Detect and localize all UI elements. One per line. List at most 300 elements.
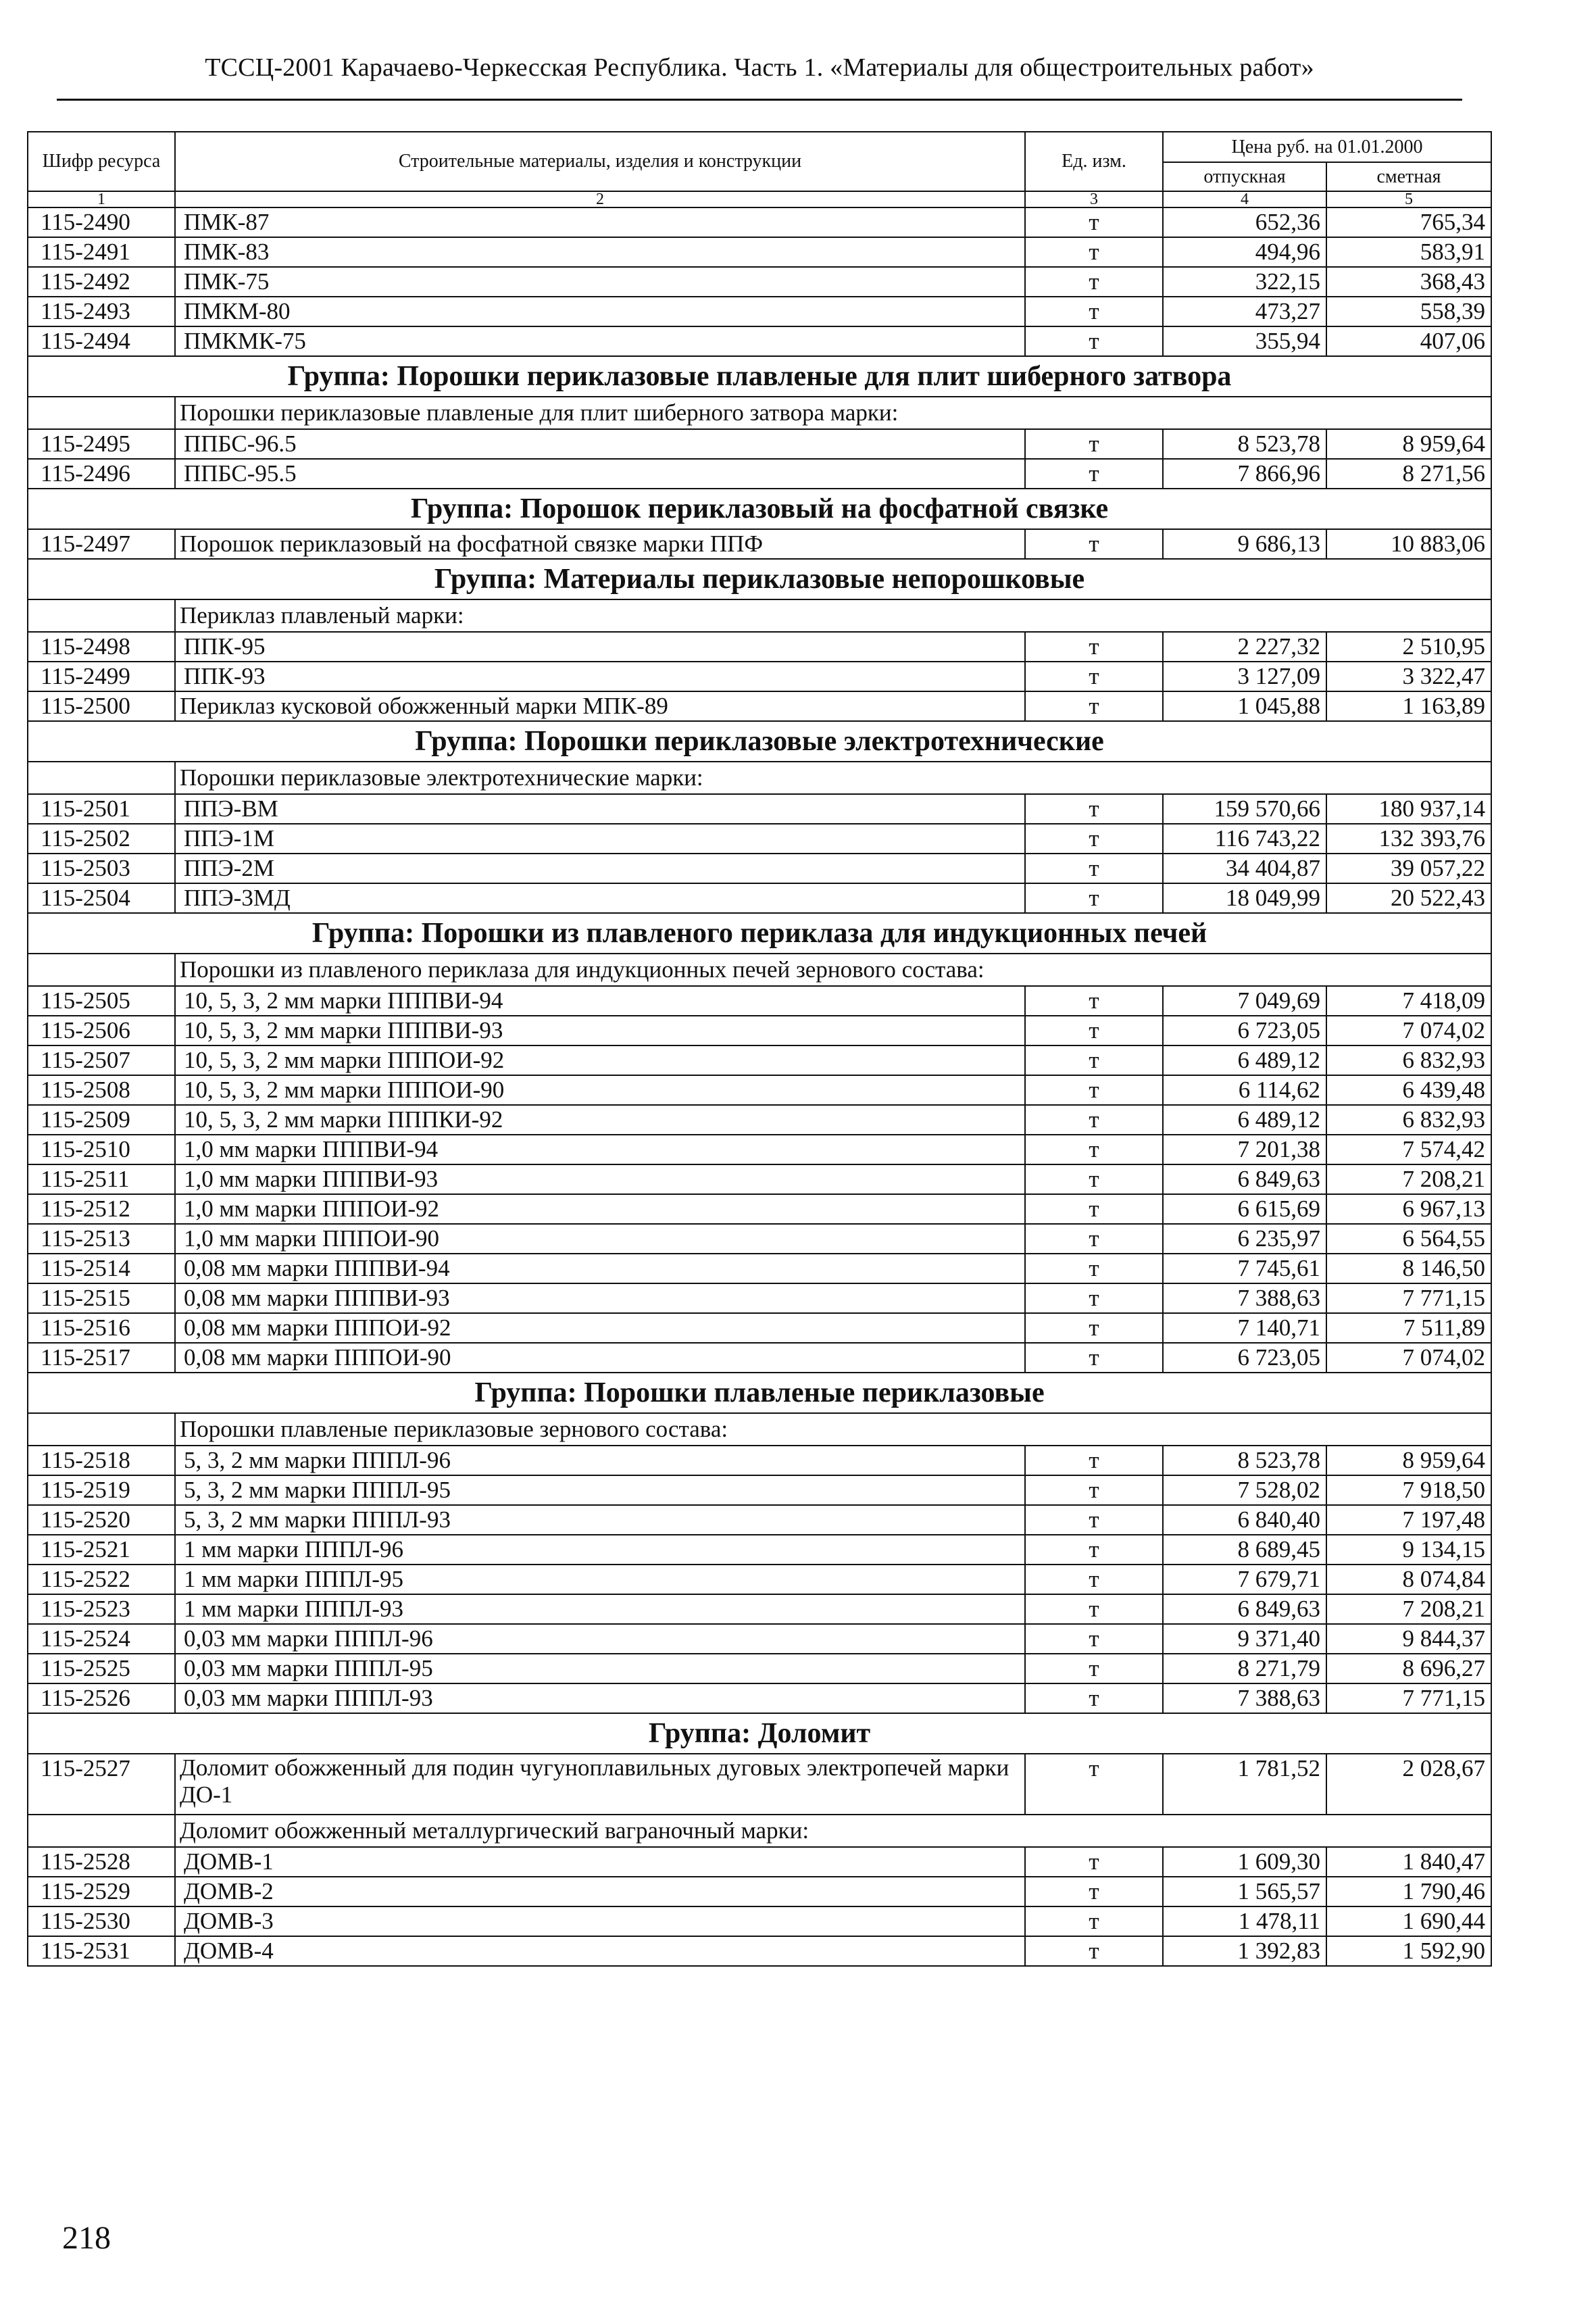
table-row (28, 1847, 1491, 1877)
estimate-price-cell: 8 074,84 (1326, 1565, 1491, 1594)
unit-cell: т (1025, 794, 1163, 824)
subheading-row (28, 397, 1491, 429)
table-row (28, 1565, 1491, 1594)
column-header-release: отпускная (1163, 162, 1326, 191)
unit-cell: т (1025, 691, 1163, 721)
estimate-price-cell: 8 959,64 (1326, 1446, 1491, 1475)
release-price-cell: 3 127,09 (1163, 662, 1326, 691)
resource-code-cell: 115-2499 (28, 662, 175, 691)
subheading-row (28, 762, 1491, 794)
table-row (28, 883, 1491, 913)
estimate-price-cell: 20 522,43 (1326, 883, 1491, 913)
material-name-cell: ПМК-83 (175, 237, 1025, 267)
release-price-cell: 6 489,12 (1163, 1045, 1326, 1075)
resource-code-cell: 115-2509 (28, 1105, 175, 1135)
subheading-text: Порошки из плавленого периклаза для индукционных печей зернового состава: (175, 954, 1491, 986)
estimate-price-cell: 9 134,15 (1326, 1535, 1491, 1565)
resource-code-cell: 115-2525 (28, 1654, 175, 1683)
release-price-cell: 7 745,61 (1163, 1254, 1326, 1283)
resource-code-cell: 115-2496 (28, 459, 175, 489)
estimate-price-cell: 8 271,56 (1326, 459, 1491, 489)
unit-cell: т (1025, 207, 1163, 237)
unit-cell: т (1025, 824, 1163, 854)
resource-code-cell: 115-2515 (28, 1283, 175, 1313)
table-row (28, 1754, 1491, 1815)
resource-code-cell: 115-2494 (28, 326, 175, 356)
unit-cell: т (1025, 1535, 1163, 1565)
release-price-cell: 1 565,57 (1163, 1877, 1326, 1906)
estimate-price-cell: 1 690,44 (1326, 1906, 1491, 1936)
estimate-price-cell: 39 057,22 (1326, 854, 1491, 883)
unit-cell: т (1025, 1105, 1163, 1135)
column-header-price-group: Цена руб. на 01.01.2000 (1163, 132, 1491, 162)
table-row (28, 1075, 1491, 1105)
group-heading-row (28, 489, 1491, 529)
estimate-price-cell: 368,43 (1326, 267, 1491, 297)
estimate-price-cell: 7 208,21 (1326, 1594, 1491, 1624)
release-price-cell: 494,96 (1163, 237, 1326, 267)
release-price-cell: 1 392,83 (1163, 1936, 1326, 1966)
release-price-cell: 6 114,62 (1163, 1075, 1326, 1105)
release-price-cell: 9 686,13 (1163, 529, 1326, 559)
material-name-cell: 10, 5, 3, 2 мм марки ПППКИ-92 (175, 1105, 1025, 1135)
resource-code-cell: 115-2517 (28, 1343, 175, 1373)
column-header-code: Шифр ресурса (28, 132, 175, 191)
material-name-cell: ППЭ-2М (175, 854, 1025, 883)
resource-code-cell: 115-2522 (28, 1565, 175, 1594)
release-price-cell: 159 570,66 (1163, 794, 1326, 824)
group-heading-row (28, 356, 1491, 397)
table-row (28, 854, 1491, 883)
group-heading-row (28, 721, 1491, 762)
material-name-cell: ДОМВ-2 (175, 1877, 1025, 1906)
table-row (28, 267, 1491, 297)
header-divider (57, 99, 1462, 101)
page-header-title: ТССЦ-2001 Карачаево-Черкесская Республика. Часть 1. «Материалы для общестроительных работ» (205, 53, 1314, 82)
estimate-price-cell: 765,34 (1326, 207, 1491, 237)
estimate-price-cell: 2 028,67 (1326, 1754, 1491, 1815)
material-name-cell: 0,08 мм марки ПППОИ-90 (175, 1343, 1025, 1373)
estimate-price-cell: 7 511,89 (1326, 1313, 1491, 1343)
resource-code-cell: 115-2519 (28, 1475, 175, 1505)
subheading-text: Доломит обожженный металлургический ваграночный марки: (175, 1815, 1491, 1847)
unit-cell: т (1025, 1164, 1163, 1194)
resource-code-cell: 115-2511 (28, 1164, 175, 1194)
table-row (28, 1164, 1491, 1194)
unit-cell: т (1025, 1847, 1163, 1877)
unit-cell: т (1025, 1624, 1163, 1654)
group-heading-row (28, 1373, 1491, 1413)
price-table (27, 131, 1492, 1967)
resource-code-cell: 115-2491 (28, 237, 175, 267)
table-row (28, 1594, 1491, 1624)
estimate-price-cell: 10 883,06 (1326, 529, 1491, 559)
estimate-price-cell: 407,06 (1326, 326, 1491, 356)
material-name-cell: 1,0 мм марки ПППОИ-92 (175, 1194, 1025, 1224)
estimate-price-cell: 7 208,21 (1326, 1164, 1491, 1194)
unit-cell: т (1025, 529, 1163, 559)
material-name-cell: ППЭ-1М (175, 824, 1025, 854)
table-body (28, 207, 1491, 1966)
resource-code-cell: 115-2518 (28, 1446, 175, 1475)
release-price-cell: 18 049,99 (1163, 883, 1326, 913)
unit-cell: т (1025, 1194, 1163, 1224)
resource-code-cell: 115-2512 (28, 1194, 175, 1224)
subheading-row (28, 599, 1491, 632)
table-row (28, 326, 1491, 356)
material-name-cell: 1 мм марки ПППЛ-96 (175, 1535, 1025, 1565)
material-name-cell: 0,03 мм марки ПППЛ-95 (175, 1654, 1025, 1683)
unit-cell: т (1025, 1505, 1163, 1535)
release-price-cell: 8 271,79 (1163, 1654, 1326, 1683)
resource-code-cell: 115-2498 (28, 632, 175, 662)
table-row (28, 207, 1491, 237)
unit-cell: т (1025, 854, 1163, 883)
material-name-cell: 0,08 мм марки ПППВИ-93 (175, 1283, 1025, 1313)
material-name-cell: 10, 5, 3, 2 мм марки ПППОИ-90 (175, 1075, 1025, 1105)
table-row (28, 1505, 1491, 1535)
resource-code-cell: 115-2504 (28, 883, 175, 913)
resource-code-cell: 115-2500 (28, 691, 175, 721)
material-name-cell: ПМКМК-75 (175, 326, 1025, 356)
table-row (28, 1016, 1491, 1045)
table-row (28, 1535, 1491, 1565)
material-name-cell: 1,0 мм марки ПППОИ-90 (175, 1224, 1025, 1254)
subheading-row (28, 1815, 1491, 1847)
resource-code-cell: 115-2502 (28, 824, 175, 854)
estimate-price-cell: 7 771,15 (1326, 1283, 1491, 1313)
material-name-cell: 1,0 мм марки ПППВИ-93 (175, 1164, 1025, 1194)
material-name-cell: 0,03 мм марки ПППЛ-93 (175, 1683, 1025, 1713)
resource-code-cell: 115-2527 (28, 1754, 175, 1815)
unit-cell: т (1025, 1313, 1163, 1343)
release-price-cell: 6 489,12 (1163, 1105, 1326, 1135)
resource-code-cell: 115-2514 (28, 1254, 175, 1283)
material-name-cell: Порошок периклазовый на фосфатной связке марки ППФ (175, 529, 1025, 559)
unit-cell: т (1025, 267, 1163, 297)
material-name-cell: ППБС-96.5 (175, 429, 1025, 459)
table-row (28, 297, 1491, 326)
unit-cell: т (1025, 986, 1163, 1016)
estimate-price-cell: 7 574,42 (1326, 1135, 1491, 1164)
material-name-cell: 10, 5, 3, 2 мм марки ПППВИ-93 (175, 1016, 1025, 1045)
column-header-estimate: сметная (1326, 162, 1491, 191)
release-price-cell: 8 523,78 (1163, 1446, 1326, 1475)
unit-cell: т (1025, 1446, 1163, 1475)
estimate-price-cell: 3 322,47 (1326, 662, 1491, 691)
column-number-name: 2 (175, 191, 1025, 207)
resource-code-cell: 115-2531 (28, 1936, 175, 1966)
resource-code-cell: 115-2528 (28, 1847, 175, 1877)
table-row (28, 529, 1491, 559)
release-price-cell: 1 045,88 (1163, 691, 1326, 721)
resource-code-cell: 115-2520 (28, 1505, 175, 1535)
unit-cell: т (1025, 1906, 1163, 1936)
release-price-cell: 7 679,71 (1163, 1565, 1326, 1594)
estimate-price-cell: 1 840,47 (1326, 1847, 1491, 1877)
table-row (28, 1254, 1491, 1283)
release-price-cell: 6 840,40 (1163, 1505, 1326, 1535)
release-price-cell: 473,27 (1163, 297, 1326, 326)
estimate-price-cell: 180 937,14 (1326, 794, 1491, 824)
resource-code-cell: 115-2495 (28, 429, 175, 459)
release-price-cell: 8 523,78 (1163, 429, 1326, 459)
table-row (28, 1343, 1491, 1373)
resource-code-cell: 115-2505 (28, 986, 175, 1016)
subheading-text: Периклаз плавленый марки: (175, 599, 1491, 632)
table-row (28, 662, 1491, 691)
unit-cell: т (1025, 883, 1163, 913)
release-price-cell: 1 609,30 (1163, 1847, 1326, 1877)
material-name-cell: Периклаз кусковой обожженный марки МПК-89 (175, 691, 1025, 721)
resource-code-cell: 115-2506 (28, 1016, 175, 1045)
unit-cell: т (1025, 1343, 1163, 1373)
group-heading: Группа: Порошки периклазовые плавленые для плит шиберного затвора (28, 356, 1491, 397)
page-number: 218 (62, 2220, 111, 2256)
resource-code-cell: 115-2503 (28, 854, 175, 883)
estimate-price-cell: 1 163,89 (1326, 691, 1491, 721)
table-row (28, 1624, 1491, 1654)
unit-cell: т (1025, 429, 1163, 459)
estimate-price-cell: 6 564,55 (1326, 1224, 1491, 1254)
unit-cell: т (1025, 1135, 1163, 1164)
subheading-spacer (28, 1413, 175, 1446)
column-number-code: 1 (28, 191, 175, 207)
unit-cell: т (1025, 1254, 1163, 1283)
estimate-price-cell: 6 832,93 (1326, 1105, 1491, 1135)
estimate-price-cell: 8 959,64 (1326, 429, 1491, 459)
table-row (28, 632, 1491, 662)
material-name-cell: Доломит обожженный для подин чугуноплавильных дуговых электропечей марки ДО-1 (175, 1754, 1025, 1815)
material-name-cell: 1,0 мм марки ПППВИ-94 (175, 1135, 1025, 1164)
resource-code-cell: 115-2492 (28, 267, 175, 297)
table-row (28, 459, 1491, 489)
unit-cell: т (1025, 1565, 1163, 1594)
estimate-price-cell: 7 197,48 (1326, 1505, 1491, 1535)
release-price-cell: 1 478,11 (1163, 1906, 1326, 1936)
unit-cell: т (1025, 1654, 1163, 1683)
material-name-cell: ПМК-87 (175, 207, 1025, 237)
subheading-spacer (28, 762, 175, 794)
estimate-price-cell: 583,91 (1326, 237, 1491, 267)
table-row (28, 1313, 1491, 1343)
unit-cell: т (1025, 459, 1163, 489)
unit-cell: т (1025, 1283, 1163, 1313)
group-heading: Группа: Материалы периклазовые непорошковые (28, 559, 1491, 599)
resource-code-cell: 115-2523 (28, 1594, 175, 1624)
group-heading: Группа: Порошок периклазовый на фосфатной связке (28, 489, 1491, 529)
estimate-price-cell: 7 418,09 (1326, 986, 1491, 1016)
unit-cell: т (1025, 1594, 1163, 1624)
unit-cell: т (1025, 1936, 1163, 1966)
material-name-cell: 1 мм марки ПППЛ-93 (175, 1594, 1025, 1624)
unit-cell: т (1025, 297, 1163, 326)
material-name-cell: 10, 5, 3, 2 мм марки ПППОИ-92 (175, 1045, 1025, 1075)
estimate-price-cell: 2 510,95 (1326, 632, 1491, 662)
material-name-cell: 5, 3, 2 мм марки ПППЛ-93 (175, 1505, 1025, 1535)
estimate-price-cell: 6 967,13 (1326, 1194, 1491, 1224)
subheading-row (28, 954, 1491, 986)
release-price-cell: 7 388,63 (1163, 1683, 1326, 1713)
release-price-cell: 6 723,05 (1163, 1016, 1326, 1045)
resource-code-cell: 115-2529 (28, 1877, 175, 1906)
resource-code-cell: 115-2510 (28, 1135, 175, 1164)
release-price-cell: 116 743,22 (1163, 824, 1326, 854)
subheading-row (28, 1413, 1491, 1446)
release-price-cell: 652,36 (1163, 207, 1326, 237)
group-heading-row (28, 913, 1491, 954)
resource-code-cell: 115-2521 (28, 1535, 175, 1565)
resource-code-cell: 115-2493 (28, 297, 175, 326)
table-row (28, 1283, 1491, 1313)
unit-cell: т (1025, 1475, 1163, 1505)
subheading-spacer (28, 1815, 175, 1847)
estimate-price-cell: 558,39 (1326, 297, 1491, 326)
release-price-cell: 6 723,05 (1163, 1343, 1326, 1373)
material-name-cell: 0,03 мм марки ПППЛ-96 (175, 1624, 1025, 1654)
resource-code-cell: 115-2490 (28, 207, 175, 237)
estimate-price-cell: 7 771,15 (1326, 1683, 1491, 1713)
estimate-price-cell: 6 832,93 (1326, 1045, 1491, 1075)
table-row (28, 1877, 1491, 1906)
material-name-cell: 5, 3, 2 мм марки ПППЛ-96 (175, 1446, 1025, 1475)
resource-code-cell: 115-2501 (28, 794, 175, 824)
unit-cell: т (1025, 662, 1163, 691)
unit-cell: т (1025, 1016, 1163, 1045)
table-row (28, 794, 1491, 824)
material-name-cell: ППК-93 (175, 662, 1025, 691)
resource-code-cell: 115-2507 (28, 1045, 175, 1075)
unit-cell: т (1025, 1075, 1163, 1105)
table-row (28, 1475, 1491, 1505)
material-name-cell: 5, 3, 2 мм марки ПППЛ-95 (175, 1475, 1025, 1505)
unit-cell: т (1025, 1877, 1163, 1906)
material-name-cell: 1 мм марки ПППЛ-95 (175, 1565, 1025, 1594)
unit-cell: т (1025, 1224, 1163, 1254)
unit-cell: т (1025, 1754, 1163, 1815)
material-name-cell: 0,08 мм марки ПППВИ-94 (175, 1254, 1025, 1283)
material-name-cell: ПМК-75 (175, 267, 1025, 297)
resource-code-cell: 115-2526 (28, 1683, 175, 1713)
subheading-spacer (28, 954, 175, 986)
unit-cell: т (1025, 237, 1163, 267)
table-row (28, 986, 1491, 1016)
group-heading: Группа: Порошки плавленые периклазовые (28, 1373, 1491, 1413)
material-name-cell: ДОМВ-3 (175, 1906, 1025, 1936)
table-row (28, 1045, 1491, 1075)
estimate-price-cell: 6 439,48 (1326, 1075, 1491, 1105)
column-header-name: Строительные материалы, изделия и конструкции (175, 132, 1025, 191)
estimate-price-cell: 7 074,02 (1326, 1343, 1491, 1373)
subheading-text: Порошки периклазовые плавленые для плит шиберного затвора марки: (175, 397, 1491, 429)
table-row (28, 429, 1491, 459)
column-number-release: 4 (1163, 191, 1326, 207)
subheading-text: Порошки плавленые периклазовые зернового состава: (175, 1413, 1491, 1446)
material-name-cell: ДОМВ-4 (175, 1936, 1025, 1966)
release-price-cell: 7 049,69 (1163, 986, 1326, 1016)
table-row (28, 1683, 1491, 1713)
estimate-price-cell: 8 146,50 (1326, 1254, 1491, 1283)
release-price-cell: 9 371,40 (1163, 1624, 1326, 1654)
table-row (28, 1654, 1491, 1683)
table-row (28, 1906, 1491, 1936)
unit-cell: т (1025, 1045, 1163, 1075)
release-price-cell: 7 201,38 (1163, 1135, 1326, 1164)
release-price-cell: 7 388,63 (1163, 1283, 1326, 1313)
release-price-cell: 8 689,45 (1163, 1535, 1326, 1565)
release-price-cell: 7 866,96 (1163, 459, 1326, 489)
estimate-price-cell: 132 393,76 (1326, 824, 1491, 854)
resource-code-cell: 115-2530 (28, 1906, 175, 1936)
table-row (28, 691, 1491, 721)
estimate-price-cell: 1 790,46 (1326, 1877, 1491, 1906)
table-row (28, 1936, 1491, 1966)
release-price-cell: 6 235,97 (1163, 1224, 1326, 1254)
table-row (28, 1446, 1491, 1475)
material-name-cell: ППК-95 (175, 632, 1025, 662)
price-table-container (27, 131, 1491, 1967)
release-price-cell: 1 781,52 (1163, 1754, 1326, 1815)
material-name-cell: ПМКМ-80 (175, 297, 1025, 326)
table-row (28, 1105, 1491, 1135)
release-price-cell: 2 227,32 (1163, 632, 1326, 662)
material-name-cell: ДОМВ-1 (175, 1847, 1025, 1877)
estimate-price-cell: 9 844,37 (1326, 1624, 1491, 1654)
release-price-cell: 6 615,69 (1163, 1194, 1326, 1224)
unit-cell: т (1025, 326, 1163, 356)
group-heading-row (28, 559, 1491, 599)
estimate-price-cell: 8 696,27 (1326, 1654, 1491, 1683)
resource-code-cell: 115-2516 (28, 1313, 175, 1343)
material-name-cell: 0,08 мм марки ПППОИ-92 (175, 1313, 1025, 1343)
release-price-cell: 6 849,63 (1163, 1164, 1326, 1194)
group-heading: Группа: Порошки периклазовые электротехнические (28, 721, 1491, 762)
release-price-cell: 355,94 (1163, 326, 1326, 356)
resource-code-cell: 115-2513 (28, 1224, 175, 1254)
table-row (28, 237, 1491, 267)
column-header-unit: Ед. изм. (1025, 132, 1163, 191)
estimate-price-cell: 7 918,50 (1326, 1475, 1491, 1505)
column-number-unit: 3 (1025, 191, 1163, 207)
table-row (28, 1224, 1491, 1254)
release-price-cell: 322,15 (1163, 267, 1326, 297)
material-name-cell: 10, 5, 3, 2 мм марки ПППВИ-94 (175, 986, 1025, 1016)
material-name-cell: ППБС-95.5 (175, 459, 1025, 489)
material-name-cell: ППЭ-ВМ (175, 794, 1025, 824)
group-heading: Группа: Порошки из плавленого периклаза для индукционных печей (28, 913, 1491, 954)
table-row (28, 1135, 1491, 1164)
table-row (28, 824, 1491, 854)
subheading-text: Порошки периклазовые электротехнические марки: (175, 762, 1491, 794)
column-number-estimate: 5 (1326, 191, 1491, 207)
material-name-cell: ППЭ-3МД (175, 883, 1025, 913)
group-heading: Группа: Доломит (28, 1713, 1491, 1754)
release-price-cell: 6 849,63 (1163, 1594, 1326, 1624)
unit-cell: т (1025, 632, 1163, 662)
subheading-spacer (28, 397, 175, 429)
resource-code-cell: 115-2508 (28, 1075, 175, 1105)
release-price-cell: 34 404,87 (1163, 854, 1326, 883)
table-row (28, 1194, 1491, 1224)
unit-cell: т (1025, 1683, 1163, 1713)
release-price-cell: 7 140,71 (1163, 1313, 1326, 1343)
subheading-spacer (28, 599, 175, 632)
release-price-cell: 7 528,02 (1163, 1475, 1326, 1505)
resource-code-cell: 115-2497 (28, 529, 175, 559)
estimate-price-cell: 7 074,02 (1326, 1016, 1491, 1045)
group-heading-row (28, 1713, 1491, 1754)
resource-code-cell: 115-2524 (28, 1624, 175, 1654)
